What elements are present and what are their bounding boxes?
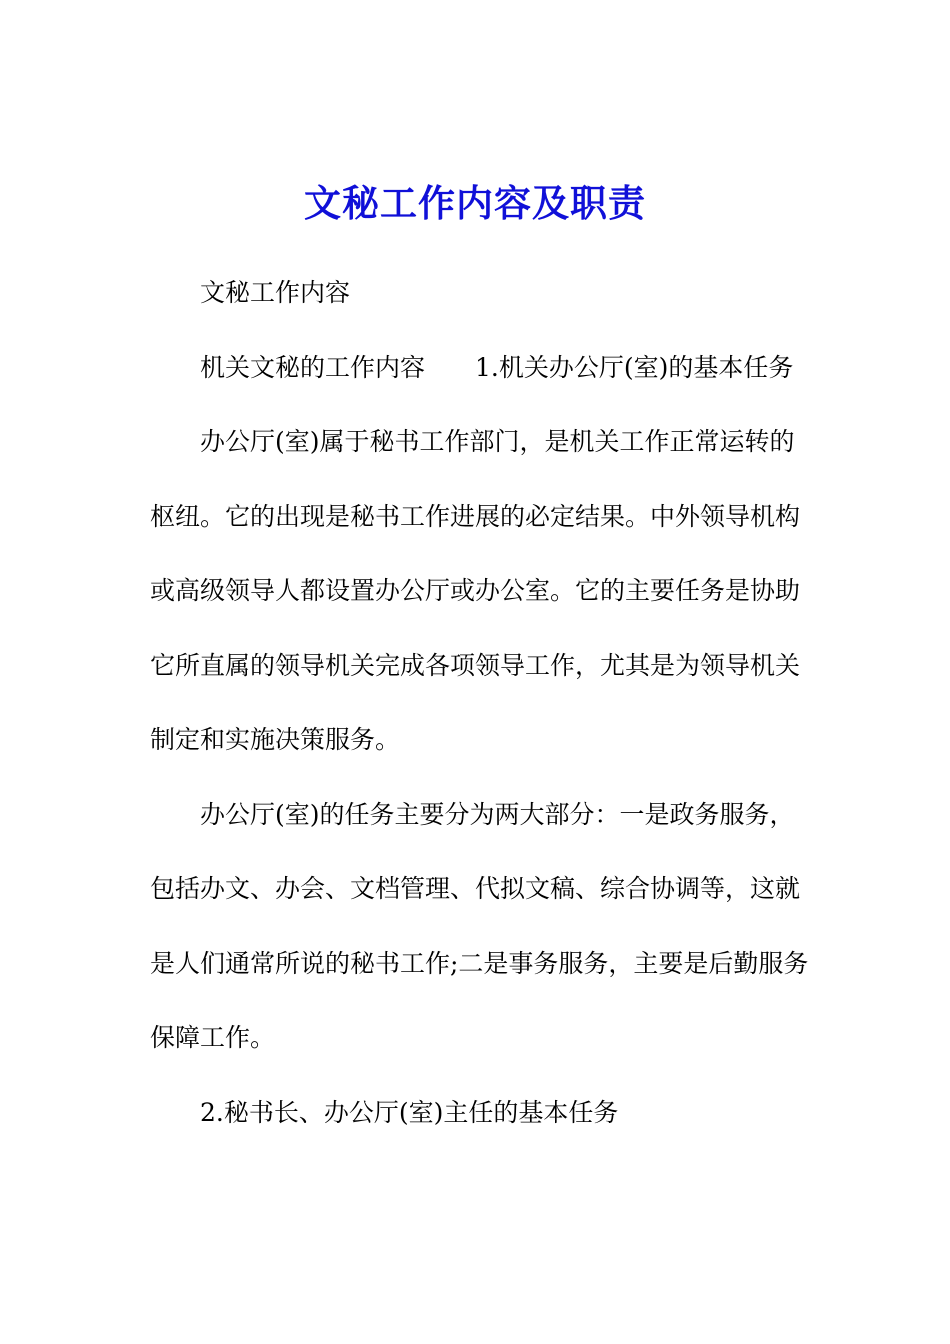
paragraph-section-heading: 文秘工作内容 [200, 278, 351, 307]
subsection-heading-part-1: 机关文秘的工作内容 [200, 352, 426, 382]
subsection-heading-part-2: 1.机关办公厅(室)的基本任务 [475, 352, 794, 382]
document-body [150, 256, 810, 1150]
paragraph-office-tasks: 办公厅(室)的任务主要分为两大部分：一是政务服务，包括办文、办会、文档管理、代拟文稿、综合协调等，这就是人们通常所说的秘书工作;二是事务服务，主要是后勤服务保障工作。 [150, 799, 809, 1052]
paragraph-subsection-heading [150, 331, 810, 406]
document-title: 文秘工作内容及职责 [304, 181, 646, 225]
paragraph-office-role: 办公厅(室)属于秘书工作部门，是机关工作正常运转的枢纽。它的出现是秘书工作进展的必定结果。中外领导机构或高级领导人都设置办公厅或办公室。它的主要任务是协助它所直属的领导机关完成各项领导工作，尤其是为领导机关制定和实施决策服务。 [150, 427, 801, 754]
paragraph-secretary-general-heading: 2.秘书长、办公厅(室)主任的基本任务 [200, 1097, 619, 1127]
